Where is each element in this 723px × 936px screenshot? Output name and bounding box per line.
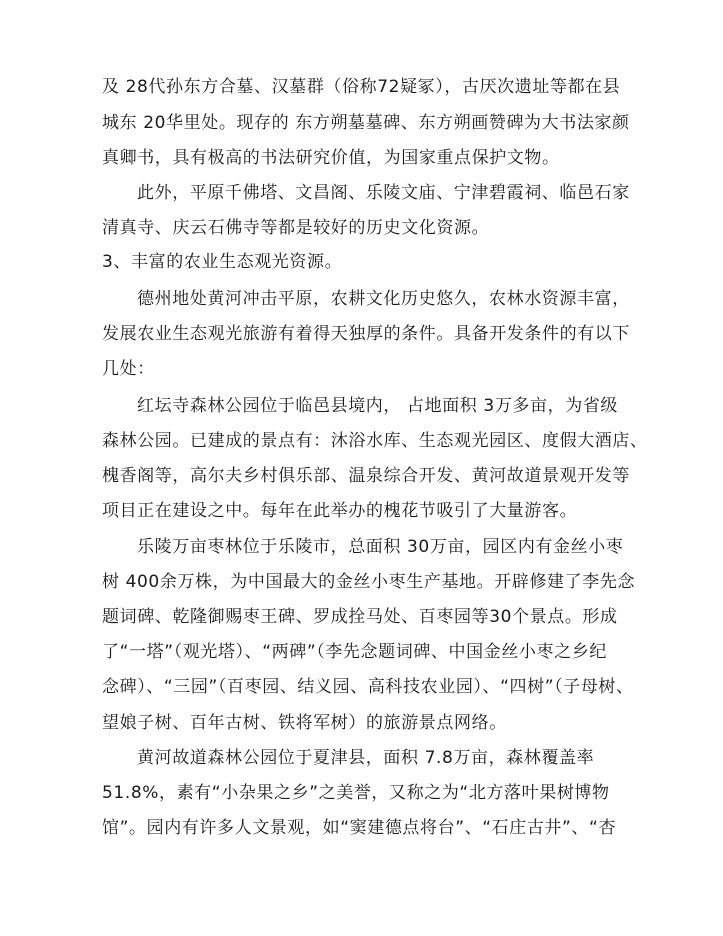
text-line: 森林公园。已建成的景点有：沐浴水库、生态观光园区、度假大酒店、 [102,431,648,451]
text-line: 发展农业生态观光旅游有着得天独厚的条件。具备开发条件的有以下 [102,324,630,344]
text-line: 树 400余万株，为中国最大的金丝小枣生产基地。开辟修建了李先念 [102,572,636,592]
text-line: 城东 20华里处。现存的 东方朔墓墓碑、东方朔画赞碑为大书法家颜 [102,113,630,133]
text-line: 槐香阁等，高尔夫乡村俱乐部、温泉综合开发、黄河故道景观开发等 [102,466,630,486]
text-line: 51.8%，素有“小杂果之乡”之美誉，又称之为“北方落叶果树博物 [102,783,610,803]
text-line: 黄河故道森林公园位于夏津县，面积 7.8万亩，森林覆盖率 [137,748,595,768]
text-line: 及 28代孙东方合墓、汉墓群（俗称72疑冢），古厌次遗址等都在县 [102,77,621,97]
section-heading: 3、丰富的农业生态观光资源。 [102,252,343,272]
text-line: 念碑）、“三园”（百枣园、结义园、高科技农业园）、“四树”（子母树、 [102,677,634,697]
text-line: 红坛寺森林公园位于临邑县境内， 占地面积 3万多亩，为省级 [137,396,619,416]
text-line: 题词碑、乾隆御赐枣王碑、罗成拴马处、百枣园等30个景点。形成 [102,607,618,627]
text-line: 几处： [102,359,155,379]
text-line: 清真寺、庆云石佛寺等都是较好的历史文化资源。 [102,218,490,238]
text-line: 馆”。园内有许多人文景观，如“窦建德点将台”、“石庄古井”、“杏 [102,818,617,838]
text-line: 德州地处黄河冲击平原，农耕文化历史悠久，农林水资源丰富， [137,289,630,309]
text-line: 望娘子树、百年古树、铁将军树）的旅游景点网络。 [102,713,507,733]
text-line: 此外，平原千佛塔、文昌阁、乐陵文庙、宁津碧霞祠、临邑石家 [137,183,630,203]
text-line: 了“一塔”（观光塔）、“两碑”（李先念题词碑、中国金丝小枣之乡纪 [102,642,607,662]
text-line: 乐陵万亩枣林位于乐陵市，总面积 30万亩，园区内有金丝小枣 [137,537,624,557]
text-line: 真卿书，具有极高的书法研究价值，为国家重点保护文物。 [102,148,560,168]
text-line: 项目正在建设之中。每年在此举办的槐花节吸引了大量游客。 [102,501,578,521]
